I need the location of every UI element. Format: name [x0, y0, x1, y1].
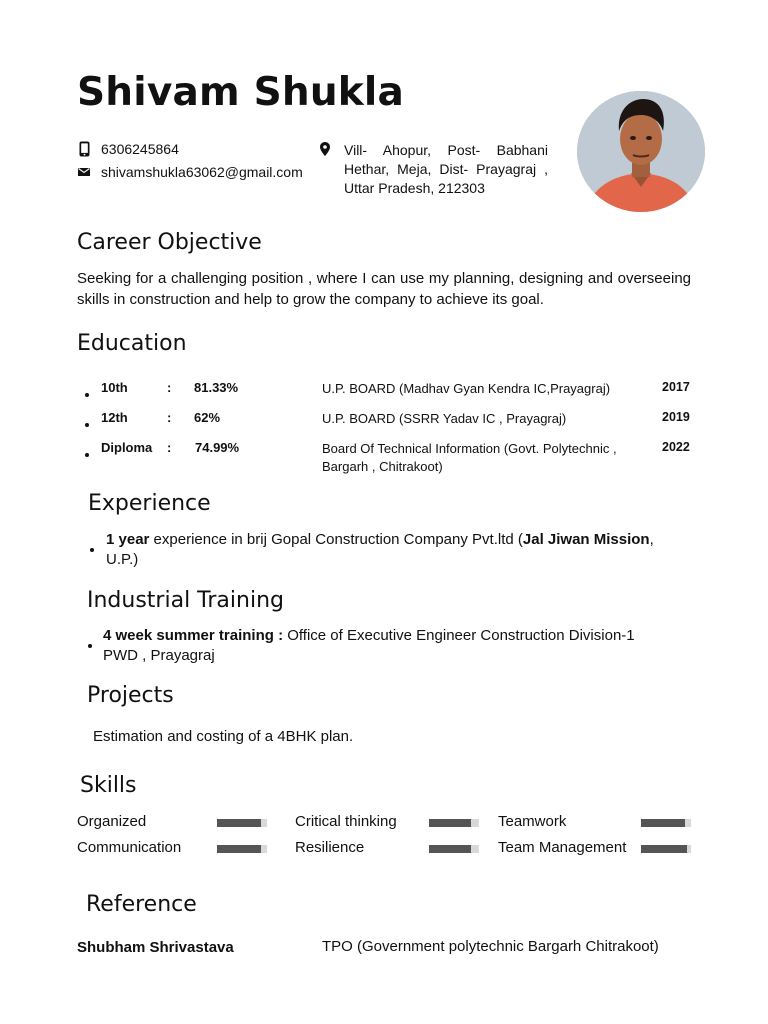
- training-item: [88, 626, 668, 666]
- education-year: 2022: [662, 440, 690, 454]
- education-separator: :: [167, 410, 172, 425]
- reference-name: Shubham Shrivastava: [77, 939, 234, 956]
- education-level: Diploma: [101, 440, 153, 455]
- phone-number[interactable]: 6306245864: [101, 141, 179, 157]
- education-board: U.P. BOARD (Madhav Gyan Kendra IC,Prayagraj): [322, 381, 611, 396]
- education-score: 74.99%: [195, 440, 240, 455]
- training-title: 4 week summer training :: [103, 627, 284, 644]
- email-contact: [77, 164, 303, 180]
- reference-role: TPO (Government polytechnic Bargarh Chitrakoot): [322, 938, 659, 955]
- skill-bar-fill: [217, 845, 261, 853]
- email-icon: [77, 164, 91, 180]
- education-score: 81.33%: [194, 380, 239, 395]
- education-level: 10th: [101, 380, 128, 395]
- bullet-icon: [90, 548, 94, 552]
- reference-heading: Reference: [86, 892, 197, 917]
- education-separator: :: [167, 380, 172, 395]
- projects-heading: Projects: [87, 683, 174, 708]
- skill-bar-fill: [641, 845, 687, 853]
- skill-bar-fill: [429, 845, 471, 853]
- skill-bar: [429, 819, 479, 827]
- bullet-icon: [85, 393, 89, 397]
- experience-duration: 1 year: [106, 531, 150, 548]
- skill-bar: [429, 845, 479, 853]
- bullet-icon: [85, 423, 89, 427]
- education-year: 2017: [662, 380, 690, 394]
- career-objective-heading: Career Objective: [77, 230, 262, 255]
- industrial-training-heading: Industrial Training: [87, 588, 284, 613]
- education-separator: :: [167, 440, 172, 455]
- skill-label: Organized: [77, 813, 147, 830]
- skill-bar: [217, 819, 267, 827]
- experience-item: [90, 530, 680, 570]
- training-text: [103, 626, 668, 666]
- bullet-icon: [88, 644, 92, 648]
- phone-icon: [77, 141, 91, 157]
- experience-location: , U.P.): [106, 531, 654, 568]
- education-board: Board Of Technical Information (Govt. Polytechnic , Bargarh , Chitrakoot): [322, 441, 617, 474]
- experience-description: experience in brij Gopal Construction Company Pvt.ltd (: [149, 531, 523, 548]
- education-row: [85, 410, 695, 440]
- skill-label: Critical thinking: [295, 813, 397, 830]
- skill-label: Teamwork: [498, 813, 567, 830]
- education-level: 12th: [101, 410, 128, 425]
- experience-text: [106, 530, 680, 570]
- skills-heading: Skills: [80, 773, 137, 798]
- candidate-name: Shivam Shukla: [77, 70, 405, 115]
- skill-bar: [641, 819, 691, 827]
- email-address[interactable]: shivamshukla63062@gmail.com: [101, 164, 303, 180]
- education-row: [85, 380, 695, 410]
- phone-contact: [77, 141, 179, 157]
- bullet-icon: [85, 453, 89, 457]
- skill-label: Team Management: [498, 839, 627, 856]
- experience-heading: Experience: [88, 491, 211, 516]
- project-text: Estimation and costing of a 4BHK plan.: [93, 728, 354, 745]
- skill-bar: [217, 845, 267, 853]
- skill-bar-fill: [641, 819, 685, 827]
- career-objective-text: Seeking for a challenging position , where I can use my planning, designing and overseeing skills in construction and help to grow the company to achieve its goal.: [77, 270, 691, 308]
- profile-photo: [577, 91, 705, 212]
- education-year: 2019: [662, 410, 690, 424]
- experience-project: Jal Jiwan Mission: [522, 531, 650, 548]
- education-board: U.P. BOARD (SSRR Yadav IC , Prayagraj): [322, 411, 567, 426]
- address-contact: [320, 141, 548, 198]
- skill-bar: [641, 845, 691, 853]
- education-list: [85, 380, 695, 480]
- location-pin-icon: [320, 141, 334, 198]
- skill-bar-fill: [217, 819, 261, 827]
- address-text: Vill- Ahopur, Post- Babhani Hethar, Meja, Dist- Prayagraj , Uttar Pradesh, 212303: [344, 142, 548, 196]
- skill-bar-fill: [429, 819, 471, 827]
- education-score: 62%: [194, 410, 221, 425]
- education-row: [85, 440, 695, 480]
- skill-label: Resilience: [295, 839, 365, 856]
- training-description: Office of Executive Engineer Construction Division-1 PWD , Prayagraj: [103, 627, 635, 664]
- skill-label: Communication: [77, 839, 182, 856]
- education-heading: Education: [77, 331, 187, 356]
